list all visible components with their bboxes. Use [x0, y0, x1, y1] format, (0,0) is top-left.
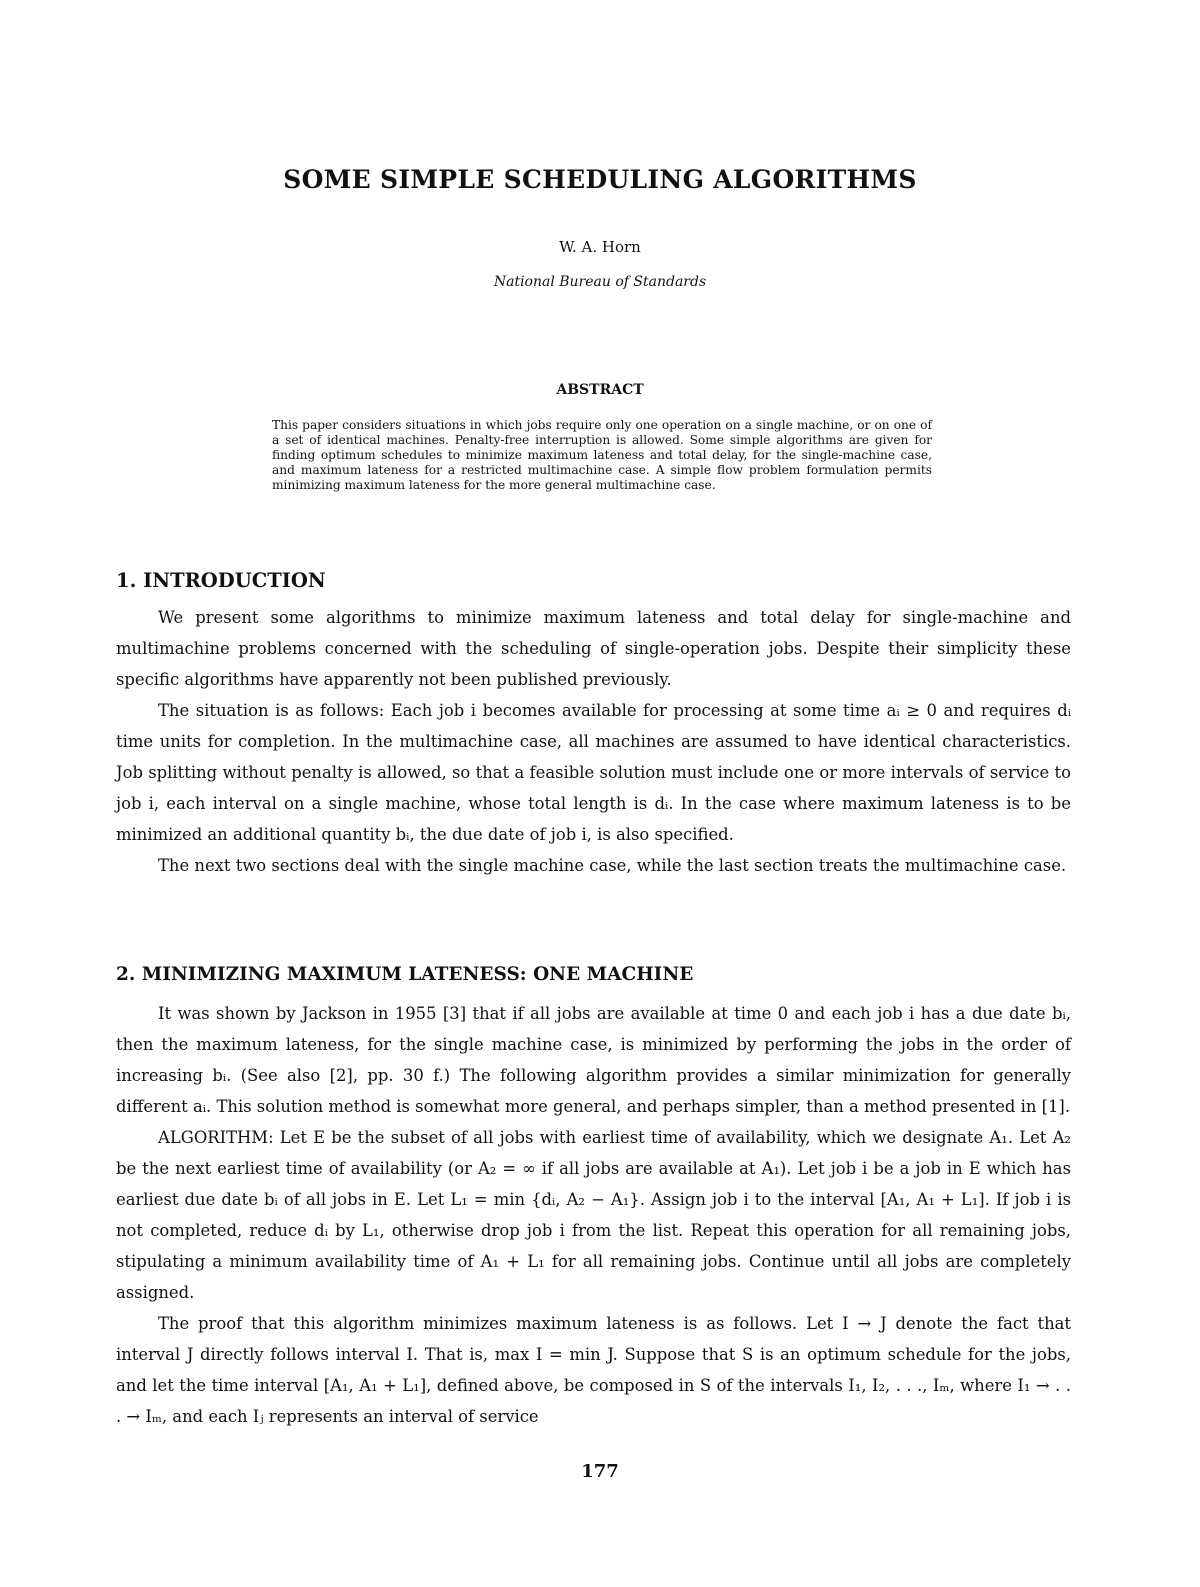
- paragraph: The proof that this algorithm minimizes maximum lateness is as follows. Let I → J denote the fact that interval J directly follows interval I. That is, max I = min J. Suppose that S is an optimum schedule for the jobs, and let the time interval [A₁, A₁ + L₁], defined above, be composed in S of the intervals I₁, I₂, . . ., Iₘ, where I₁ → . . . → Iₘ, and each Iⱼ represents an interval of service: [116, 1314, 1071, 1426]
- paragraph: The situation is as follows: Each job i becomes available for processing at some time aᵢ ≥ 0 and requires dᵢ time units for completion. In the multimachine case, all machines are assumed to have identical characteristics. Job splitting without penalty is allowed, so that a feasible solution must include one or more intervals of service to job i, each interval on a single machine, whose total length is dᵢ. In the case where maximum lateness is to be minimized an additional quantity bᵢ, the due date of job i, is also specified.: [116, 701, 1071, 844]
- paragraph: ALGORITHM: Let E be the subset of all jobs with earliest time of availability, which we designate A₁. Let A₂ be the next earliest time of availability (or A₂ = ∞ if all jobs are available at A₁). Let job i be a job in E which has earliest due date bᵢ of all jobs in E. Let L₁ = min {dᵢ, A₂ − A₁}. Assign job i to the interval [A₁, A₁ + L₁]. If job i is not completed, reduce dᵢ by L₁, otherwise drop job i from the list. Repeat this operation for all remaining jobs, stipulating a minimum availability time of A₁ + L₁ for all remaining jobs. Continue until all jobs are completely assigned.: [116, 1128, 1071, 1302]
- author-affiliation: National Bureau of Standards: [493, 274, 707, 290]
- section-body-max-lateness: [116, 998, 1071, 1432]
- section-heading-max-lateness: 2. MINIMIZING MAXIMUM LATENESS: ONE MACHINE: [116, 964, 694, 985]
- paragraph: We present some algorithms to minimize maximum lateness and total delay for single-machine and multimachine problems concerned with the scheduling of single-operation jobs. Despite their simplicity these specific algorithms have apparently not been published previously.: [116, 608, 1071, 689]
- paragraph: The next two sections deal with the single machine case, while the last section treats the multimachine case.: [158, 856, 1067, 875]
- abstract-heading: ABSTRACT: [556, 382, 644, 398]
- author-name: W. A. Horn: [559, 238, 641, 256]
- page-number: 177: [581, 1461, 619, 1482]
- paragraph: It was shown by Jackson in 1955 [3] that if all jobs are available at time 0 and each job i has a due date bᵢ, then the maximum lateness, for the single machine case, is minimized by performing the jobs in the order of increasing bᵢ. (See also [2], pp. 30 f.) The following algorithm provides a similar minimization for generally different aᵢ. This solution method is somewhat more general, and perhaps simpler, than a method presented in [1].: [116, 1004, 1071, 1116]
- abstract-text: This paper considers situations in which jobs require only one operation on a single machine, or on one of a set of identical machines. Penalty-free interruption is allowed. Some simple algorithms are given for finding optimum schedules to minimize maximum lateness and total delay, for the single-machine case, and maximum lateness for a restricted multimachine case. A simple flow problem formulation permits minimizing maximum lateness for the more general multimachine case.: [272, 418, 932, 492]
- section-heading-introduction: 1. INTRODUCTION: [116, 569, 326, 592]
- paper-title: SOME SIMPLE SCHEDULING ALGORITHMS: [283, 165, 917, 194]
- section-body-introduction: [116, 602, 1071, 881]
